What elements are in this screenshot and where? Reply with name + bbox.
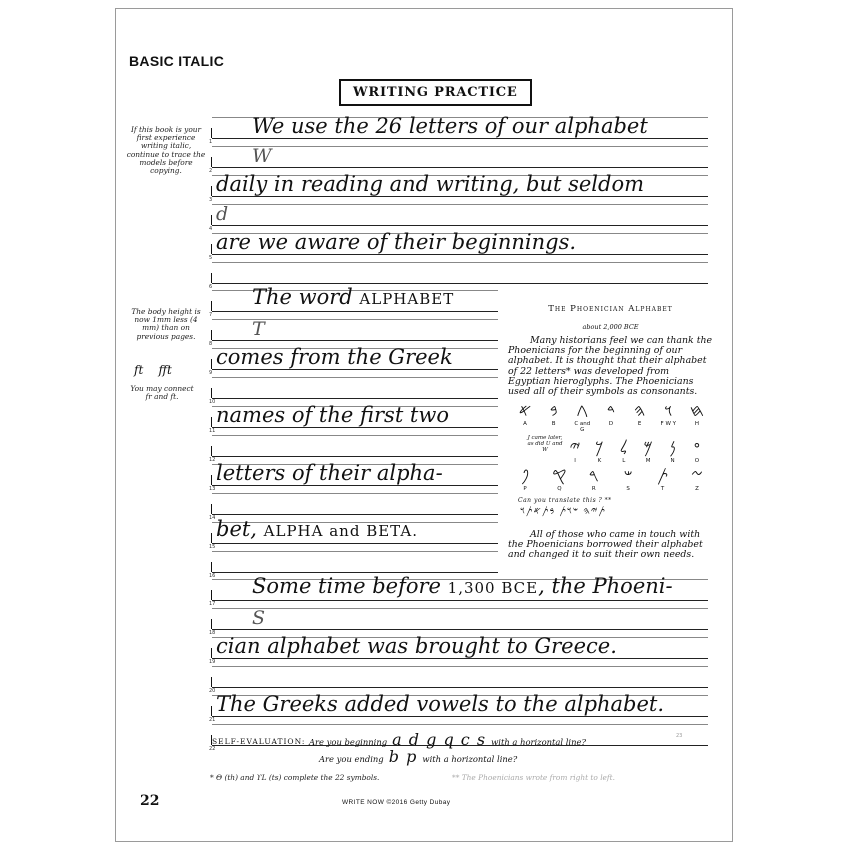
phoenician-glyph: 𐤌	[643, 438, 653, 458]
practice-line	[209, 373, 498, 406]
line-number: 13	[209, 485, 216, 492]
line-number: 20	[209, 688, 216, 695]
model-text	[216, 404, 449, 426]
rule-ascender	[212, 724, 708, 725]
phoenician-glyph: 𐤕	[656, 466, 669, 486]
model-text	[252, 575, 673, 599]
latin-equivalent: Z	[695, 486, 699, 492]
phoenician-glyph: 𐤓	[588, 466, 599, 486]
translate-glyphs: 𐤕𐤉𐤄 𐤔𐤅𐤕 𐤁𐤕𐤀𐤕𐤅	[520, 506, 606, 517]
line-start-tick	[211, 359, 212, 369]
line-number: 21	[209, 717, 216, 723]
rule-baseline	[212, 658, 708, 659]
model-text	[216, 635, 617, 657]
self-eval-question-1: Are you beginning a d g q c s with a horizontal line?	[309, 730, 586, 749]
line-start-tick	[211, 562, 212, 572]
practice-line	[209, 285, 498, 319]
phoenician-glyph: 𐤇	[689, 401, 705, 421]
rule-baseline	[212, 485, 498, 486]
line-start-tick	[211, 301, 212, 311]
latin-equivalent: N	[670, 458, 675, 464]
rule-ascender	[212, 493, 498, 494]
line-number: 5	[209, 254, 213, 261]
model-text-end: , the Phoeni-	[538, 574, 673, 599]
rule-baseline	[212, 456, 498, 457]
model-text-main: We use the 26 letters of our alphabet	[252, 114, 648, 138]
sidebar-heading: The Phoenician Alphabet	[548, 304, 673, 314]
latin-equivalent: I	[574, 458, 576, 464]
latin-equivalent: L	[622, 458, 626, 464]
phoenician-glyph: 𐤉	[569, 438, 581, 458]
line-start-tick	[211, 446, 212, 456]
practice-line	[209, 258, 708, 290]
latin-equivalent: C and G	[574, 421, 591, 433]
latin-equivalent: E	[637, 421, 642, 427]
phoenician-latin-row	[566, 458, 706, 464]
rule-ascender	[212, 435, 498, 436]
phoenician-glyph: 𐤏	[693, 438, 701, 458]
phoenician-glyph: 𐤅	[664, 401, 673, 421]
model-text-main: Some time before	[252, 574, 448, 599]
margin-note-connect: You may connect fr and ft.	[130, 384, 194, 402]
phoenician-glyph-row	[516, 467, 706, 485]
line-start-tick	[211, 186, 212, 196]
line-number: 11	[209, 428, 216, 434]
rule-ascender	[212, 204, 708, 205]
model-text-main: The Greeks added vowels to the alphabet.	[216, 692, 665, 716]
model-text-main: cian alphabet was brought to Greece.	[216, 634, 617, 659]
latin-equivalent: B	[551, 421, 556, 427]
line-number: 4	[209, 225, 213, 232]
rule-ascender	[212, 551, 498, 552]
trace-letter: S	[252, 607, 266, 630]
latin-equivalent: O	[694, 458, 700, 464]
phoenician-glyph: 𐤍	[669, 438, 676, 458]
rule-baseline	[212, 196, 708, 197]
line-number: 15	[209, 543, 216, 550]
latin-equivalent: A	[523, 421, 527, 427]
trace-letter: W	[252, 144, 272, 167]
model-text	[216, 346, 453, 368]
ligature-fft: fft	[158, 363, 172, 377]
ligature-ft: ft	[134, 363, 144, 377]
model-text	[216, 518, 418, 542]
model-text-main: are we aware of their beginnings.	[216, 229, 577, 254]
rule-baseline	[212, 225, 708, 226]
model-text	[216, 462, 443, 484]
rule-baseline	[212, 398, 498, 399]
latin-equivalent: K	[597, 458, 602, 464]
phoenician-glyph: 𐤆	[690, 466, 704, 486]
line-number: 7	[209, 312, 213, 319]
translate-question: Can you translate this ? **	[518, 497, 612, 504]
section-title: BASIC ITALIC	[129, 53, 225, 69]
line-start-tick	[211, 330, 212, 340]
phoenician-latin-row	[516, 421, 706, 433]
practice-line	[209, 460, 498, 492]
rule-baseline	[212, 687, 708, 688]
line-start-tick	[211, 619, 212, 629]
rule-baseline	[212, 254, 708, 255]
phoenician-glyph: 𐤃	[606, 401, 616, 421]
line-number: 14	[209, 514, 216, 521]
practice-line	[209, 200, 708, 232]
line-start-tick	[211, 417, 212, 427]
model-text-main: letters of their alpha-	[216, 460, 443, 485]
rule-baseline	[212, 543, 498, 544]
latin-equivalent: T	[660, 486, 665, 492]
phoenician-glyph: 𐤂	[576, 401, 589, 421]
model-text	[252, 286, 454, 310]
model-text-main: The word	[252, 285, 360, 310]
rule-ascender	[212, 262, 708, 263]
page-number: 22	[140, 793, 160, 809]
line-start-tick	[211, 590, 212, 600]
ligature-examples	[134, 363, 172, 377]
phoenician-sidebar	[508, 296, 713, 397]
footer-credit: WRITE NOW ©2016 Getty Dubay	[342, 799, 451, 806]
practice-line	[209, 547, 498, 579]
line-number: 22	[209, 745, 216, 752]
rule-baseline	[212, 369, 498, 370]
line-start-tick	[211, 244, 212, 254]
trace-letter: d	[216, 202, 229, 225]
self-evaluation-label: SELF-EVALUATION:	[212, 737, 306, 746]
line-start-tick	[211, 388, 212, 398]
rule-baseline	[212, 600, 708, 601]
phoenician-latin-row	[516, 486, 706, 492]
model-text-caps: ALPHA and BETA.	[263, 521, 418, 540]
eval-letters-2: b p	[388, 747, 418, 766]
phoenician-glyph: 𐤒	[552, 466, 567, 486]
latin-equivalent: H	[694, 421, 699, 427]
rule-ascender	[212, 666, 708, 667]
practice-line	[209, 142, 708, 174]
practice-line	[209, 113, 708, 145]
rule-ascender	[212, 377, 498, 378]
line-start-tick	[211, 504, 212, 514]
model-text	[216, 231, 576, 253]
line-number: 2	[209, 167, 213, 174]
latin-equivalent: M	[645, 458, 651, 464]
line-start-tick	[211, 273, 212, 283]
rule-baseline	[212, 427, 498, 428]
line-number: 3	[209, 196, 213, 203]
line-number: 10	[209, 399, 216, 406]
rule-baseline	[212, 629, 708, 630]
line-number: 1	[209, 139, 213, 145]
sidebar-closing: All of those who came in touch with the Phoenicians borrowed their alphabet and changed it to suit their own needs.	[508, 529, 703, 561]
model-text	[216, 173, 644, 195]
line-number: 6	[209, 283, 213, 290]
phoenician-glyph: 𐤄	[633, 401, 646, 421]
rule-baseline	[212, 514, 498, 515]
rule-baseline	[212, 138, 708, 139]
practice-line	[209, 489, 498, 521]
model-text-caps: ALPHABET	[359, 290, 455, 309]
phoenician-glyph: 𐤐	[520, 466, 530, 486]
line-number: 16	[209, 572, 216, 579]
rule-baseline	[212, 716, 708, 717]
line-start-tick	[211, 706, 212, 716]
line-number: 17	[209, 601, 216, 608]
phoenician-glyph-row	[516, 402, 706, 420]
j-note: J came later, as did U and W	[527, 435, 563, 453]
line-start-tick	[211, 215, 212, 225]
model-text	[216, 693, 664, 715]
latin-equivalent: F W Y	[660, 421, 677, 427]
model-text-main: comes from the Greek	[216, 345, 453, 370]
trace-letter: T	[252, 318, 265, 341]
line-start-tick	[211, 533, 212, 543]
footnote-direction: ** The Phoenicians wrote from right to left.	[452, 773, 615, 782]
line-number: 9	[209, 370, 213, 377]
latin-equivalent: R	[591, 486, 596, 492]
sidebar-paragraph: Many historians feel we can thank the Phoenicians for the beginning of our alphabet. It is thought that their alphabet of 22 letters* was developed from Egyptian hieroglyphs. The Phoenicians used all of their symbols as consonants.	[508, 335, 713, 398]
line-number: 18	[209, 630, 216, 637]
model-text-main: daily in reading and writing, but seldom	[216, 171, 645, 196]
line-start-tick	[211, 648, 212, 658]
phoenician-glyph: 𐤀	[518, 401, 532, 421]
practice-line	[209, 229, 708, 261]
rule-ascender	[212, 146, 708, 147]
practice-line	[209, 315, 498, 348]
line-start-tick	[211, 128, 212, 138]
page-title: WRITING PRACTICE	[339, 79, 532, 106]
rule-baseline	[212, 167, 708, 168]
model-text-main: names of the first two	[216, 403, 449, 427]
footnote-symbols: * Θ (th) and ϒL (ts) complete the 22 symbols.	[210, 773, 380, 782]
line-start-tick	[211, 157, 212, 167]
phoenician-glyph: 𐤊	[595, 438, 604, 458]
latin-equivalent: Q	[557, 486, 562, 492]
margin-note-body-height: The body height is now 1mm less (4 mm) than on previous pages.	[131, 307, 201, 341]
line-number-23: 23	[676, 733, 683, 739]
line-number: 19	[209, 659, 216, 666]
rule-baseline	[212, 340, 498, 341]
margin-note-tracing: If this book is your first experience writing italic, continue to trace the models before copying.	[126, 125, 206, 176]
rule-baseline	[212, 311, 498, 312]
self-eval-question-2: Are you ending b p with a horizontal line?	[319, 747, 518, 766]
workbook-page	[115, 8, 733, 842]
phoenician-glyph: 𐤋	[619, 438, 628, 458]
latin-equivalent: S	[626, 486, 630, 492]
phoenician-glyph-row	[566, 439, 706, 457]
line-number: 8	[209, 341, 213, 348]
practice-line	[209, 171, 708, 203]
phoenician-glyph: 𐤔	[623, 466, 633, 486]
line-number: 12	[209, 456, 216, 463]
line-start-tick	[211, 475, 212, 485]
sidebar-subheading: about 2,000 BCE	[582, 323, 639, 331]
rule-ascender	[212, 608, 708, 609]
line-start-tick	[211, 677, 212, 687]
model-text	[252, 115, 648, 137]
rule-baseline	[212, 283, 708, 284]
rule-baseline	[212, 572, 498, 573]
model-text-main: bet,	[216, 516, 264, 541]
eval-letters-1: a d g q c s	[392, 730, 487, 749]
latin-equivalent: P	[523, 486, 527, 492]
latin-equivalent: D	[608, 421, 614, 427]
practice-line	[209, 344, 498, 377]
phoenician-glyph: 𐤁	[549, 401, 558, 421]
model-text-caps: 1,300 BCE	[447, 579, 539, 598]
